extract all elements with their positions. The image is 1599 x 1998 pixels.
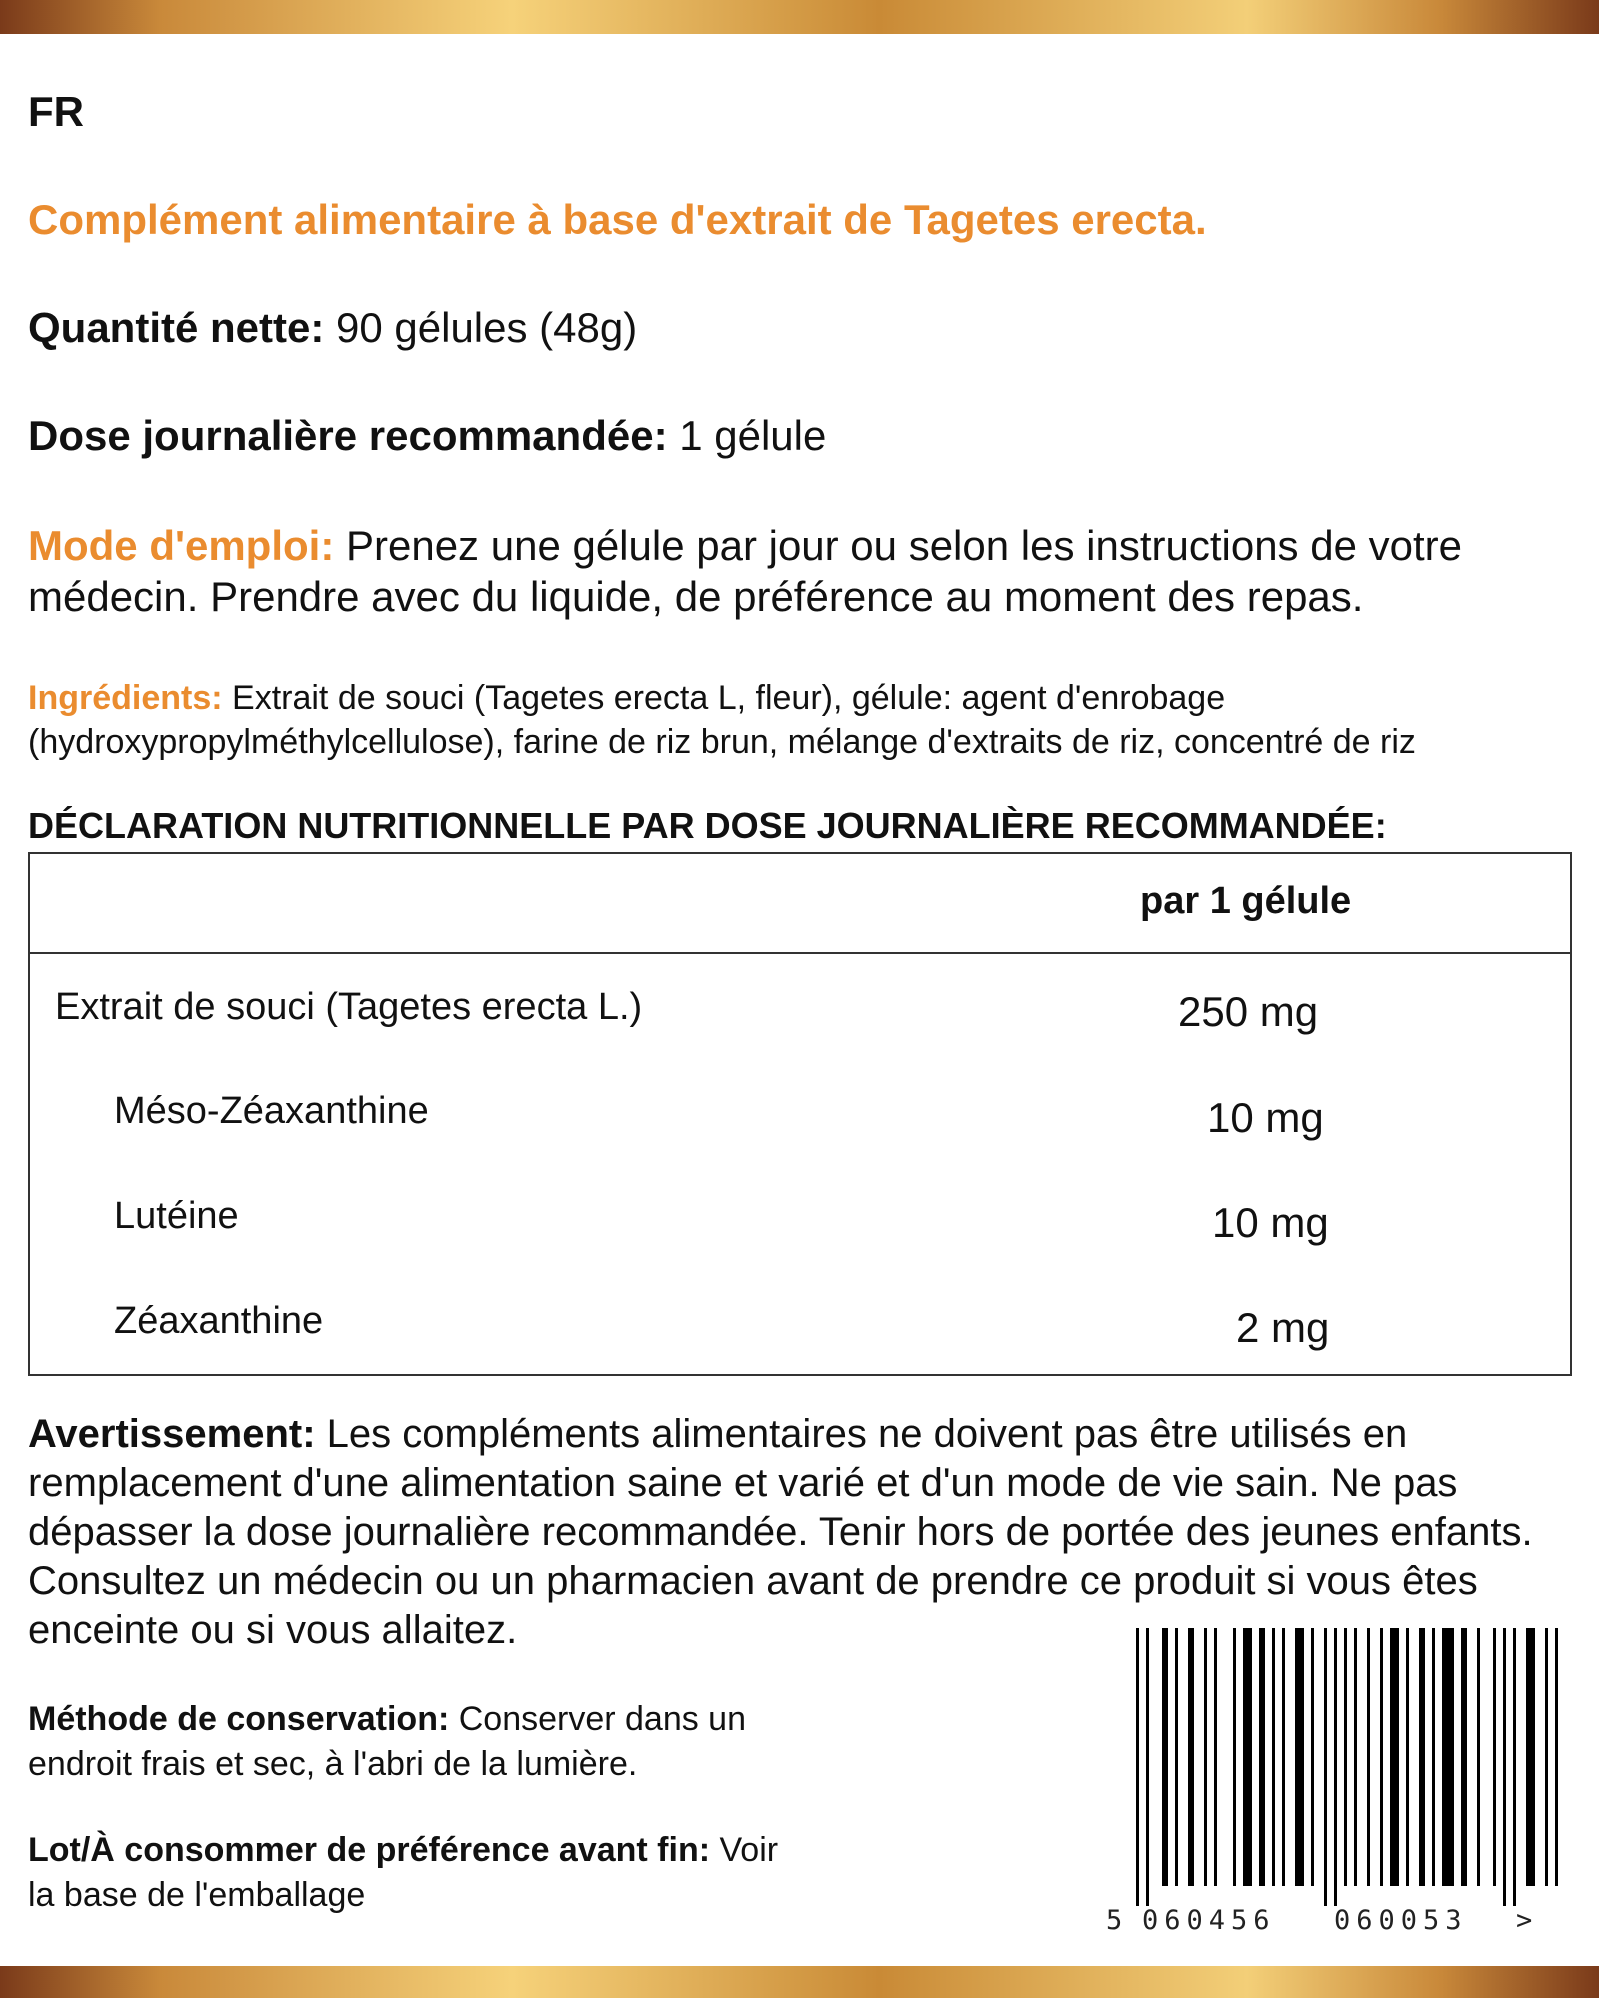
- nutrient-name: Méso-Zéaxanthine: [114, 1090, 429, 1132]
- barcode-left-digits: 060456: [1142, 1905, 1276, 1936]
- bottom-decorative-band: [0, 1966, 1599, 1998]
- nutrient-value: 250 mg: [1178, 988, 1319, 1035]
- top-decorative-band: [0, 0, 1599, 34]
- directions: [28, 520, 1573, 622]
- barcode-bar: [1136, 1628, 1139, 1906]
- barcode-bar: [1324, 1628, 1327, 1906]
- warning-text: Les compléments alimentaires ne doivent pas être utilisés en remplacement d'une alimentation saine et varié et d'un mode de vie sain. Ne pas dépasser la dose journalière recommandée. Tenir hors de portée des jeunes enfants. Consultez un médecin ou un pharmacien avant de prendre ce produit si vous êtes enceinte ou si vous allaitez.: [28, 1412, 1533, 1652]
- ingredients-label: Ingrédients:: [28, 679, 223, 717]
- lot-best-before-text: Voir la base de l'emballage: [28, 1831, 779, 1914]
- directions-text: Prenez une gélule par jour ou selon les instructions de votre médecin. Prendre avec du liquide, de préférence au moment des repas.: [28, 522, 1462, 620]
- nutrition-table: [28, 852, 1572, 1376]
- barcode-bar: [1344, 1628, 1347, 1886]
- nutrient-name: Zéaxanthine: [114, 1300, 324, 1342]
- language-code: FR: [28, 88, 84, 135]
- storage-method: [28, 1697, 808, 1787]
- barcode-bar: [1188, 1628, 1194, 1886]
- net-quantity-label: Quantité nette:: [28, 304, 325, 351]
- net-quantity-value: 90 gélules (48g): [324, 304, 638, 351]
- nutrient-name: Lutéine: [114, 1195, 239, 1237]
- barcode-first-digit: 5: [1106, 1905, 1123, 1936]
- barcode-bar: [1175, 1628, 1178, 1886]
- barcode-bar: [1432, 1628, 1435, 1886]
- barcode-bar: [1503, 1628, 1506, 1906]
- nutrition-declaration-title: DÉCLARATION NUTRITIONNELLE PAR DOSE JOURNALIÈRE RECOMMANDÉE:: [28, 805, 1387, 846]
- barcode-right-digits: 060053: [1334, 1905, 1468, 1936]
- barcode-bar: [1477, 1628, 1480, 1886]
- nutrient-value: 2 mg: [1236, 1304, 1330, 1351]
- lot-best-before-label: Lot/À consommer de préférence avant fin:: [28, 1831, 711, 1869]
- nutrient-name: Extrait de souci (Tagetes erecta L.): [55, 986, 643, 1028]
- barcode-bar: [1442, 1628, 1454, 1886]
- barcode-bar: [1334, 1628, 1337, 1906]
- barcode-bar: [1419, 1628, 1425, 1886]
- barcode-bar: [1367, 1628, 1370, 1886]
- table-header-row: [30, 854, 1570, 954]
- barcode-bar: [1526, 1628, 1535, 1886]
- barcode-bar: [1204, 1628, 1207, 1886]
- ingredients: [28, 676, 1573, 764]
- barcode-bar: [1354, 1628, 1357, 1886]
- warning-label: Avertissement:: [28, 1412, 316, 1456]
- nutrient-value: 10 mg: [1212, 1199, 1329, 1246]
- barcode-bar: [1233, 1628, 1236, 1886]
- barcode-bar: [1461, 1628, 1467, 1886]
- barcode-bar: [1406, 1628, 1409, 1886]
- warning: [28, 1410, 1573, 1655]
- barcode-bar: [1513, 1628, 1516, 1906]
- barcode-bar: [1282, 1628, 1285, 1886]
- barcode-bar: [1272, 1628, 1275, 1886]
- ingredients-text: Extrait de souci (Tagetes erecta L, fleur), gélule: agent d'enrobage (hydroxypropylméthylcellulose), farine de riz brun, mélange d'extraits de riz, concentré de riz: [28, 679, 1416, 761]
- nutrient-value: 10 mg: [1207, 1094, 1324, 1141]
- daily-dose-value: 1 gélule: [667, 412, 827, 459]
- barcode-bar: [1545, 1628, 1548, 1886]
- barcode: [1098, 1622, 1558, 1942]
- directions-label: Mode d'emploi:: [28, 522, 335, 569]
- barcode-graphic: [1098, 1622, 1558, 1942]
- barcode-bar: [1146, 1628, 1149, 1906]
- net-quantity: [28, 304, 637, 352]
- barcode-bar: [1555, 1628, 1558, 1886]
- storage-method-text: Conserver dans un endroit frais et sec, à l'abri de la lumière.: [28, 1700, 747, 1783]
- barcode-bar: [1214, 1628, 1217, 1886]
- barcode-bar: [1493, 1628, 1496, 1886]
- barcode-bar: [1380, 1628, 1383, 1886]
- barcode-bar: [1259, 1628, 1265, 1886]
- daily-dose: [28, 412, 826, 460]
- product-headline: Complément alimentaire à base d'extrait de Tagetes erecta.: [28, 196, 1207, 243]
- barcode-bar: [1390, 1628, 1399, 1886]
- barcode-bar: [1311, 1628, 1314, 1886]
- barcode-bar: [1295, 1628, 1304, 1886]
- daily-dose-label: Dose journalière recommandée:: [28, 412, 668, 459]
- table-column-header: par 1 gélule: [1140, 880, 1352, 922]
- storage-method-label: Méthode de conservation:: [28, 1700, 450, 1738]
- barcode-end-mark: >: [1516, 1905, 1533, 1936]
- lot-best-before: [28, 1828, 808, 1918]
- barcode-bar: [1243, 1628, 1252, 1886]
- barcode-bar: [1162, 1628, 1168, 1886]
